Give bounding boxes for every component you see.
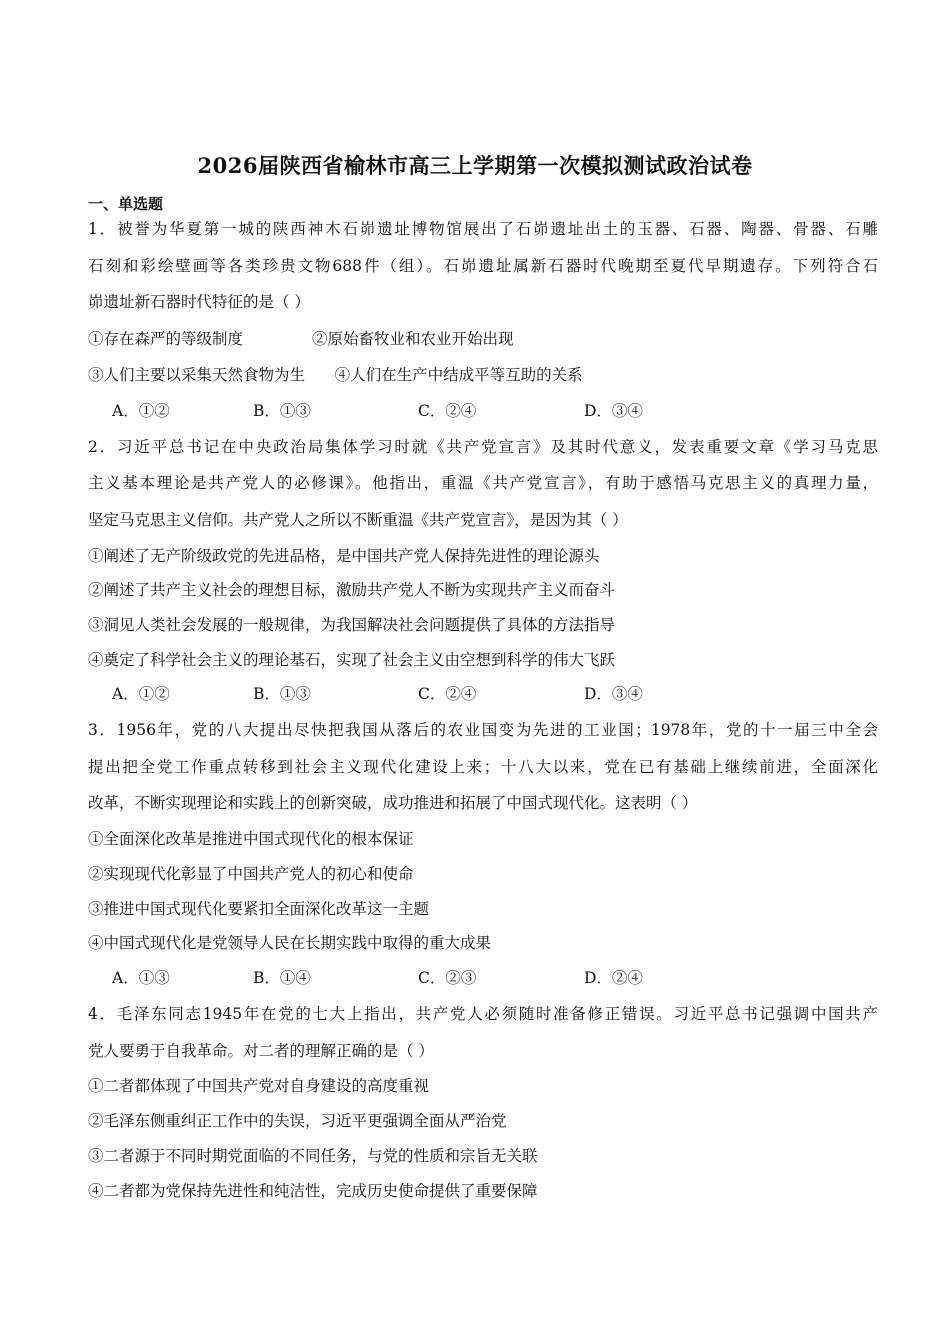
question-1-line-2: 石刻和彩绘壁画等各类珍贵文物688件（组）。石峁遗址属新石器时代晚期至夏代早期遗存。下列符合石	[88, 257, 878, 275]
question-2-option-a[interactable]: A．①②	[112, 685, 170, 703]
question-1-statement-2: ③人们主要以采集天然食物为生 ④人们在生产中结成平等互助的关系	[88, 366, 583, 384]
question-2-statement-1: ①阐述了无产阶级政党的先进品格，是中国共产党人保持先进性的理论源头	[88, 547, 600, 565]
question-1-option-d[interactable]: D．③④	[584, 402, 643, 420]
question-3-statement-2: ②实现现代化彰显了中国共产党人的初心和使命	[88, 865, 414, 883]
question-4-line-1: 4．毛泽东同志1945年在党的七大上指出，共产党人必须随时准备修正错误。习近平总书记强调中国共产	[88, 1005, 878, 1023]
question-3-statement-4: ④中国式现代化是党领导人民在长期实践中取得的重大成果	[88, 934, 492, 952]
exam-title: 2026届陕西省榆林市高三上学期第一次模拟测试政治试卷	[197, 153, 753, 178]
question-4-statement-2: ②毛泽东侧重纠正工作中的失误，习近平更强调全面从严治党	[88, 1112, 507, 1130]
question-1-line-1: 1．被誉为华夏第一城的陕西神木石峁遗址博物馆展出了石峁遗址出土的玉器、石器、陶器、骨器、石雕	[88, 220, 878, 238]
question-3-option-c[interactable]: C．②③	[418, 969, 477, 987]
question-1-line-3: 峁遗址新石器时代特征的是（ ）	[88, 293, 310, 311]
question-2-line-1: 2．习近平总书记在中央政治局集体学习时就《共产党宣言》及其时代意义，发表重要文章《学习马克思	[88, 438, 878, 456]
question-2-option-c[interactable]: C．②④	[418, 685, 477, 703]
question-4-line-2: 党人要勇于自我革命。对二者的理解正确的是（ ）	[88, 1042, 434, 1060]
section-heading: 一、单选题	[88, 195, 164, 213]
question-2-statement-4: ④奠定了科学社会主义的理论基石，实现了社会主义由空想到科学的伟大飞跃	[88, 651, 616, 669]
question-2-option-b[interactable]: B．①③	[253, 685, 311, 703]
question-2-line-2: 主义基本理论是共产党人的必修课》。他指出，重温《共产党宣言》，有助于感悟马克思主义的真理力量，	[88, 474, 878, 492]
question-3-option-d[interactable]: D．②④	[584, 969, 643, 987]
question-4-statement-4: ④二者都为党保持先进性和纯洁性，完成历史使命提供了重要保障	[88, 1182, 538, 1200]
question-3-line-1: 3．1956年，党的八大提出尽快把我国从落后的农业国变为先进的工业国；1978年，党的十一届三中全会	[88, 721, 878, 739]
question-2-statement-3: ③洞见人类社会发展的一般规律，为我国解决社会问题提供了具体的方法指导	[88, 616, 616, 634]
question-1-statement-1: ①存在森严的等级制度 ②原始畜牧业和农业开始出现	[88, 330, 514, 348]
question-3-statement-3: ③推进中国式现代化要紧扣全面深化改革这一主题	[88, 900, 430, 918]
question-3-statement-1: ①全面深化改革是推进中国式现代化的根本保证	[88, 830, 414, 848]
question-3-option-a[interactable]: A．①③	[112, 969, 170, 987]
question-2-statement-2: ②阐述了共产主义社会的理想目标，激励共产党人不断为实现共产主义而奋斗	[88, 581, 616, 599]
question-3-line-3: 改革，不断实现理论和实践上的创新突破，成功推进和拓展了中国式现代化。这表明（ ）	[88, 794, 698, 812]
question-2-option-d[interactable]: D．③④	[584, 685, 643, 703]
question-1-option-a[interactable]: A．①②	[112, 402, 170, 420]
question-3-option-b[interactable]: B．①④	[253, 969, 311, 987]
question-4-statement-1: ①二者都体现了中国共产党对自身建设的高度重视	[88, 1077, 430, 1095]
question-3-line-2: 提出把全党工作重点转移到社会主义现代化建设上来；十八大以来，党在已有基础上继续前进，全面深化	[88, 758, 878, 776]
question-1-option-b[interactable]: B．①③	[253, 402, 311, 420]
question-1-option-c[interactable]: C．②④	[418, 402, 477, 420]
question-4-statement-3: ③二者源于不同时期党面临的不同任务，与党的性质和宗旨无关联	[88, 1147, 538, 1165]
question-2-line-3: 坚定马克思主义信仰。共产党人之所以不断重温《共产党宣言》，是因为其（ ）	[88, 511, 628, 529]
